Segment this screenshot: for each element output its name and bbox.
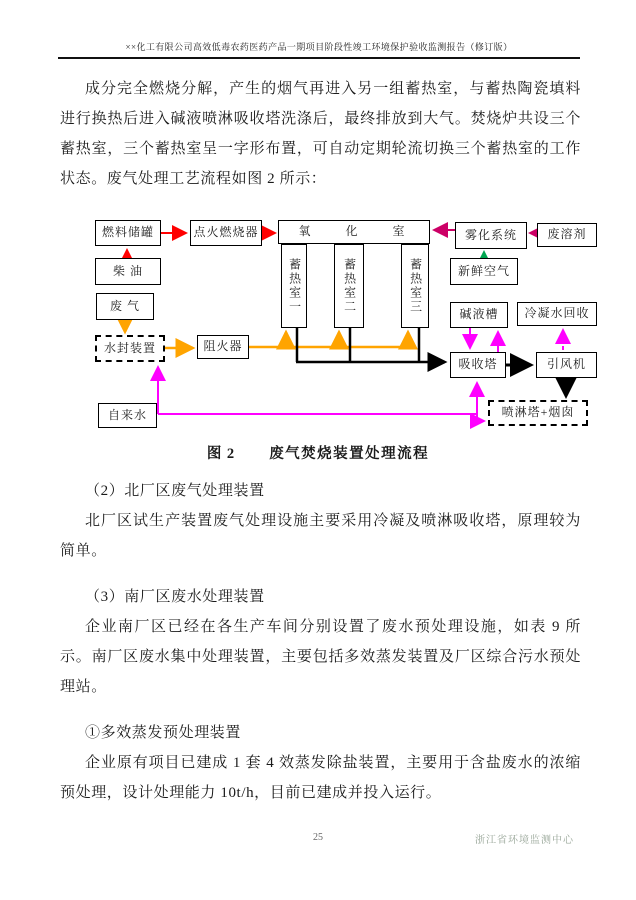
intro-paragraph-block [60,74,581,194]
node-draft-fan: 引风机 [536,352,597,378]
node-regenerator-1: 蓄热室一 [281,244,307,328]
figure-caption [0,442,636,463]
node-condensate-recovery: 冷凝水回收 [517,302,597,326]
section-body-3: 企业南厂区已经在各生产车间分别设置了废水预处理设施，如表 9 所示。南厂区废水集中处理装置，主要包括多效蒸发装置及厂区综合污水预处理站。 [60,619,581,695]
node-burner: 点火燃烧器 [190,220,262,246]
sections-block [60,468,581,808]
node-waste-solvent: 废溶剂 [537,223,597,247]
node-alkali-tank: 碱液槽 [450,302,508,328]
node-spray-tower-stack: 喷淋塔+烟囱 [488,400,588,426]
intro-paragraph: 成分完全燃烧分解，产生的烟气再进入另一组蓄热室，与蓄热陶瓷填料进行换热后进入碱液喷淋吸收塔洗涤后，最终排放到大气。焚烧炉共设三个蓄热室，三个蓄热室呈一字形布置，可自动定期轮流切换三个蓄热室的工作状态。废气处理工艺流程如图 2 所示： [60,81,581,187]
figure-caption-title: 废气焚烧装置处理流程 [269,446,430,462]
page-number: 25 [313,832,323,843]
node-regenerator-3: 蓄热室三 [401,244,429,328]
section-body-2: 北厂区试生产装置废气处理设施主要采用冷凝及喷淋吸收塔，原理较为简单。 [60,513,581,559]
node-water-seal: 水封装置 [95,335,165,362]
section-heading-evaporation: ①多效蒸发预处理装置 [85,725,242,741]
node-tap-water: 自来水 [98,403,157,428]
section-heading-3: （3）南厂区废水处理装置 [85,589,265,605]
node-flame-arrester: 阻火器 [197,335,249,359]
node-oxidation-chamber: 氧 化 室 [278,220,430,244]
figure-caption-label: 图 2 [206,446,236,462]
node-waste-gas: 废 气 [96,293,154,320]
node-absorption-tower: 吸收塔 [450,352,506,378]
node-diesel: 柴 油 [95,258,161,285]
footer-organization: 浙江省环境监测中心 [475,835,574,846]
node-regenerator-2: 蓄热室二 [334,244,364,328]
section-heading-2: （2）北厂区废气处理装置 [85,483,265,499]
section-body-evaporation: 企业原有项目已建成 1 套 4 效蒸发除盐装置，主要用于含盐废水的浓缩预处理，设计处理能力 10t/h，目前已建成并投入运行。 [60,755,581,801]
node-atomizing-system: 雾化系统 [455,222,527,249]
node-fresh-air: 新鲜空气 [450,258,518,285]
node-fuel-tank: 燃料储罐 [95,220,161,246]
page-header-title: ××化工有限公司高效低毒农药医药产品一期项目阶段性竣工环境保护验收监测报告（修订版） [58,40,580,59]
